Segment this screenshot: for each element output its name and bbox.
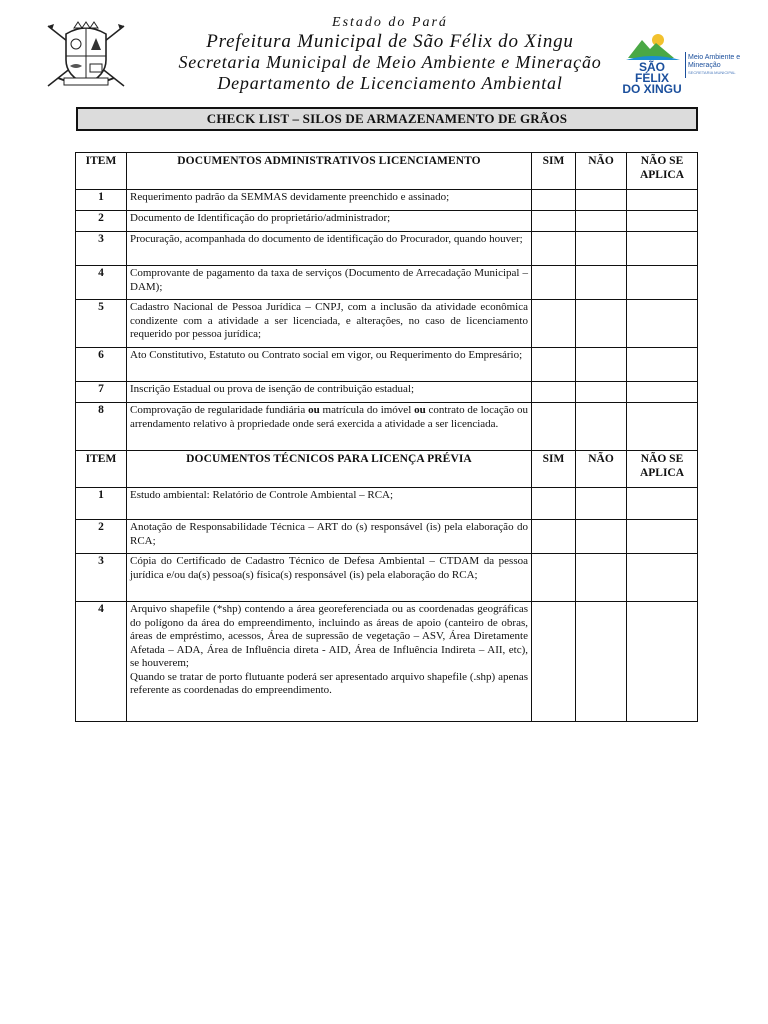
- na-checkbox-cell[interactable]: [627, 403, 698, 451]
- sim-checkbox-cell[interactable]: [532, 266, 576, 300]
- desc-part: contrato de locação ou arrendamento relativo à propriedade onde será exercida a atividade a ser licenciada.: [130, 404, 529, 430]
- coat-of-arms-icon: [44, 20, 128, 92]
- logo-city-name: [622, 62, 682, 95]
- na-checkbox-cell[interactable]: [627, 232, 698, 266]
- item-description: Anotação de Responsabilidade Técnica – ART do (s) responsável (is) pela elaboração do RCA;: [127, 520, 532, 554]
- na-column-header: NÃO SE APLICA: [627, 153, 698, 190]
- sim-checkbox-cell[interactable]: [532, 602, 576, 722]
- item-number: 4: [76, 266, 127, 300]
- na-checkbox-cell[interactable]: [627, 382, 698, 403]
- table-row: [76, 211, 698, 232]
- table-row: [76, 266, 698, 300]
- department-name: Departamento de Licenciamento Ambiental: [217, 73, 563, 93]
- checklist-table: [75, 152, 698, 722]
- item-description: Comprovante de pagamento da taxa de serviços (Documento de Arrecadação Municipal – DAM);: [127, 266, 532, 300]
- item-number: 3: [76, 554, 127, 602]
- sim-checkbox-cell[interactable]: [532, 232, 576, 266]
- item-description: Ato Constitutivo, Estatuto ou Contrato social em vigor, ou Requerimento do Empresário;: [127, 348, 532, 382]
- section1-header-row: [76, 153, 698, 190]
- sim-column-header: SIM: [532, 153, 576, 190]
- desc-part: matrícula do imóvel: [322, 404, 412, 416]
- nao-checkbox-cell[interactable]: [576, 602, 627, 722]
- na-checkbox-cell[interactable]: [627, 190, 698, 211]
- na-checkbox-cell[interactable]: [627, 554, 698, 602]
- nao-checkbox-cell[interactable]: [576, 300, 627, 348]
- item-number: 8: [76, 403, 127, 451]
- sim-checkbox-cell[interactable]: [532, 211, 576, 232]
- state-name: Estado do Pará: [332, 15, 448, 30]
- logo-name-line2: DO XINGU: [622, 82, 682, 96]
- logo-name-line1: SÃO FÉLIX: [634, 60, 669, 85]
- table-row: [76, 232, 698, 266]
- nao-checkbox-cell[interactable]: [576, 232, 627, 266]
- desc-part: Comprovação de regularidade fundiária: [130, 404, 306, 416]
- item-description: Documento de Identificação do proprietário/administrador;: [127, 211, 532, 232]
- checklist-title: CHECK LIST – SILOS DE ARMAZENAMENTO DE GRÃOS: [76, 107, 698, 131]
- desc-paragraph: Arquivo shapefile (*shp) contendo a área georeferenciada ou as coordenadas geográficas do polígono da área do empreendimento, incluindo as áreas de apoio (canteiro de obras, áreas de empréstimo, acessos, Área de supressão de vegetação – ASV, Área Diretamente Afetada – ADA, Área de Influência direta - AID, Área de Influência Indireta – AII, etc), se houverem;: [130, 603, 528, 669]
- sim-checkbox-cell[interactable]: [532, 554, 576, 602]
- sim-column-header: SIM: [532, 451, 576, 488]
- sim-checkbox-cell[interactable]: [532, 382, 576, 403]
- table-row: [76, 520, 698, 554]
- table-row: [76, 348, 698, 382]
- sao-felix-logo: [622, 28, 752, 96]
- item-number: 1: [76, 488, 127, 520]
- sim-checkbox-cell[interactable]: [532, 488, 576, 520]
- logo-separator: [685, 52, 686, 78]
- table-row: [76, 403, 698, 451]
- item-description: Cópia do Certificado de Cadastro Técnico de Defesa Ambiental – CTDAM da pessoa jurídica e/ou da(s) pessoa(s) física(s) responsável (is) pela elaboração do RCA;: [127, 554, 532, 602]
- sim-checkbox-cell[interactable]: [532, 190, 576, 211]
- item-number: 3: [76, 232, 127, 266]
- item-number: 1: [76, 190, 127, 211]
- item-number: 4: [76, 602, 127, 722]
- na-checkbox-cell[interactable]: [627, 488, 698, 520]
- nao-checkbox-cell[interactable]: [576, 190, 627, 211]
- na-checkbox-cell[interactable]: [627, 266, 698, 300]
- logo-sub-line2: Mineração: [688, 62, 721, 69]
- desc-bold: ou: [308, 404, 320, 416]
- section2-header-row: [76, 451, 698, 488]
- item-description: [127, 602, 532, 722]
- nao-checkbox-cell[interactable]: [576, 403, 627, 451]
- sim-checkbox-cell[interactable]: [532, 348, 576, 382]
- na-checkbox-cell[interactable]: [627, 602, 698, 722]
- item-description: Requerimento padrão da SEMMAS devidamente preenchido e assinado;: [127, 190, 532, 211]
- na-checkbox-cell[interactable]: [627, 211, 698, 232]
- mountain-logo-icon: [622, 28, 682, 62]
- table-row: [76, 488, 698, 520]
- item-description: [127, 403, 532, 451]
- sim-checkbox-cell[interactable]: [532, 403, 576, 451]
- item-description: Procuração, acompanhada do documento de identificação do Procurador, quando houver;: [127, 232, 532, 266]
- item-number: 2: [76, 520, 127, 554]
- nao-checkbox-cell[interactable]: [576, 382, 627, 403]
- desc-paragraph: Quando se tratar de porto flutuante poderá ser apresentado arquivo shapefile (.shp) apenas referente as coordenadas do empreendimento.: [130, 670, 528, 696]
- nao-checkbox-cell[interactable]: [576, 554, 627, 602]
- item-column-header: ITEM: [76, 153, 127, 190]
- item-column-header: ITEM: [76, 451, 127, 488]
- item-number: 6: [76, 348, 127, 382]
- nao-checkbox-cell[interactable]: [576, 211, 627, 232]
- table-row: [76, 300, 698, 348]
- nao-checkbox-cell[interactable]: [576, 488, 627, 520]
- nao-checkbox-cell[interactable]: [576, 266, 627, 300]
- sim-checkbox-cell[interactable]: [532, 520, 576, 554]
- logo-subtitle: [688, 54, 752, 76]
- secretariat-name: Secretaria Municipal de Meio Ambiente e Mineração: [178, 52, 602, 72]
- nao-checkbox-cell[interactable]: [576, 520, 627, 554]
- nao-column-header: NÃO: [576, 153, 627, 190]
- document-header: [0, 0, 768, 106]
- table-row: [76, 190, 698, 211]
- na-checkbox-cell[interactable]: [627, 520, 698, 554]
- item-number: 5: [76, 300, 127, 348]
- na-column-header: NÃO SE APLICA: [627, 451, 698, 488]
- nao-checkbox-cell[interactable]: [576, 348, 627, 382]
- table-row: [76, 554, 698, 602]
- table-row: [76, 602, 698, 722]
- na-checkbox-cell[interactable]: [627, 300, 698, 348]
- table-row: [76, 382, 698, 403]
- technical-docs-column-header: DOCUMENTOS TÉCNICOS PARA LICENÇA PRÉVIA: [127, 451, 532, 488]
- prefecture-name: Prefeitura Municipal de São Félix do Xingu: [206, 31, 574, 52]
- item-number: 7: [76, 382, 127, 403]
- desc-bold: ou: [414, 404, 426, 416]
- nao-column-header: NÃO: [576, 451, 627, 488]
- item-number: 2: [76, 211, 127, 232]
- logo-sub-line3: SECRETARIA MUNICIPAL: [688, 70, 736, 75]
- item-description: Estudo ambiental: Relatório de Controle Ambiental – RCA;: [127, 488, 532, 520]
- sim-checkbox-cell[interactable]: [532, 300, 576, 348]
- header-titles: [140, 14, 640, 94]
- logo-sub-line1: Meio Ambiente e: [688, 54, 741, 61]
- item-description: Inscrição Estadual ou prova de isenção de contribuição estadual;: [127, 382, 532, 403]
- na-checkbox-cell[interactable]: [627, 348, 698, 382]
- item-description: Cadastro Nacional de Pessoa Jurídica – CNPJ, com a inclusão da atividade econômica condizente com a atividade a ser licenciada, e alterações, no caso de licenciamento requerido por pessoa jurídica;: [127, 300, 532, 348]
- admin-docs-column-header: DOCUMENTOS ADMINISTRATIVOS LICENCIAMENTO: [127, 153, 532, 190]
